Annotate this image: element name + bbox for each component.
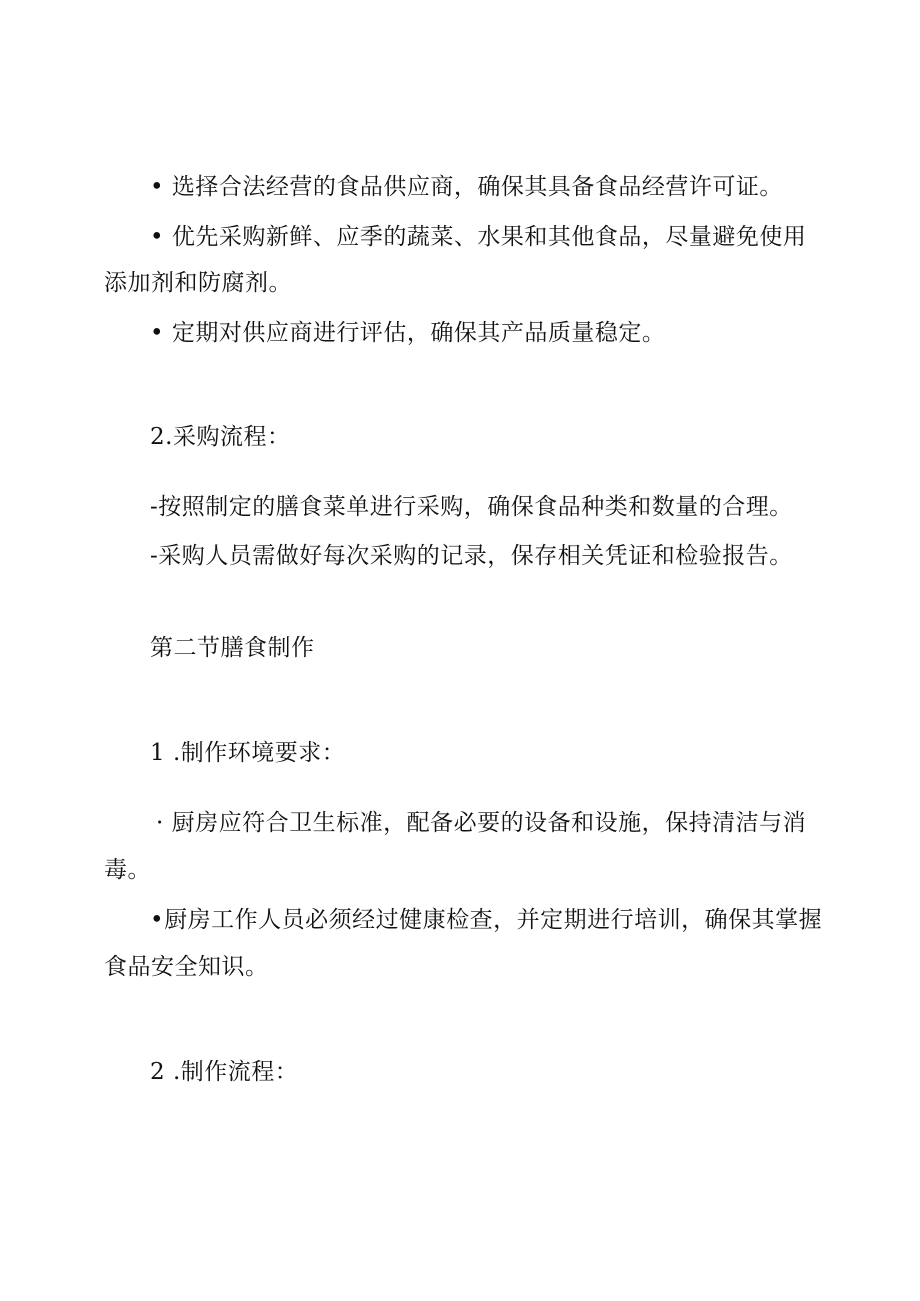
env-item-continuation: 毒。 xyxy=(104,857,151,883)
procurement-item: -按照制定的膳食菜单进行采购，确保食品种类和数量的合理。 xyxy=(150,494,793,520)
procurement-item: -采购人员需做好每次采购的记录，保存相关凭证和检验报告。 xyxy=(150,543,793,569)
supplier-bullet-continuation: 添加剂和防腐剂。 xyxy=(104,270,292,296)
env-item: · 厨房应符合卫生标准，配备必要的设备和设施，保持清洁与消 xyxy=(156,810,807,836)
supplier-bullet: • 定期对供应商进行评估，确保其产品质量稳定。 xyxy=(150,320,666,346)
section-title: 第二节膳食制作 xyxy=(150,635,315,661)
env-heading: 1 .制作环境要求： xyxy=(150,740,346,766)
env-item: •厨房工作人员必须经过健康检查，并定期进行培训，确保其掌握 xyxy=(150,907,823,933)
procurement-heading: 2.采购流程： xyxy=(150,424,291,450)
supplier-bullet: • 选择合法经营的食品供应商，确保其具备食品经营许可证。 xyxy=(150,174,783,200)
process-heading: 2 .制作流程： xyxy=(150,1059,299,1085)
env-item-continuation: 食品安全知识。 xyxy=(104,954,269,980)
supplier-bullet: • 优先采购新鲜、应季的蔬菜、水果和其他食品，尽量避免使用 xyxy=(150,224,807,250)
